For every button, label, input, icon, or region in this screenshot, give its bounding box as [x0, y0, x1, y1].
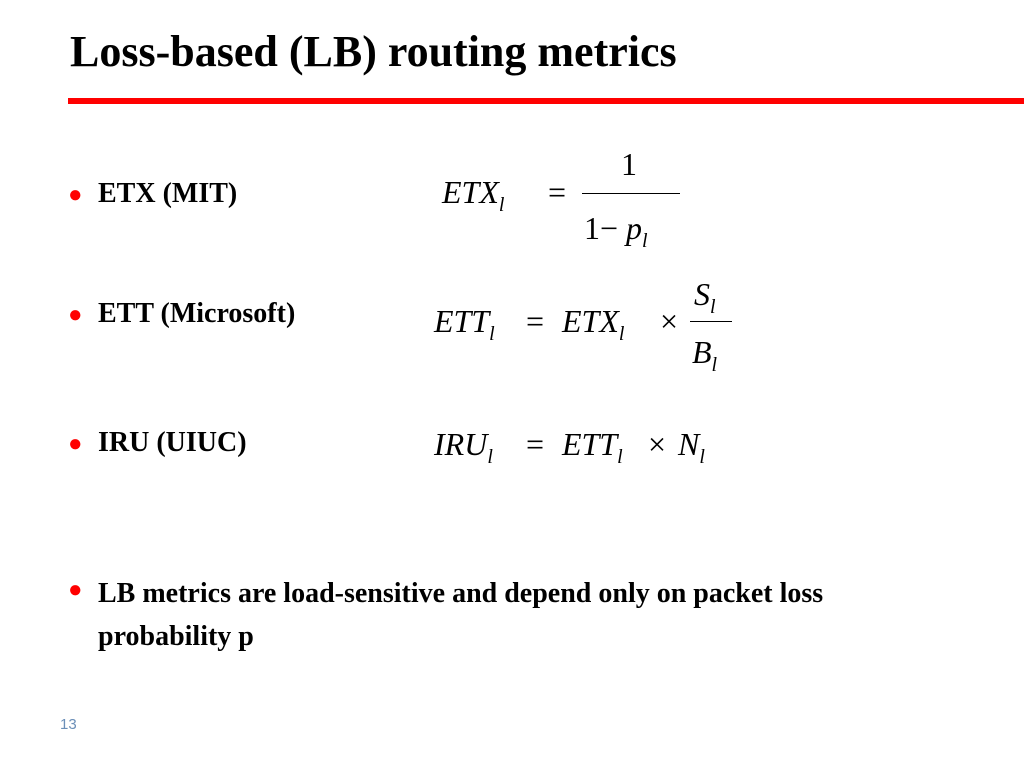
formula-denominator: $1- p_l$: [584, 210, 648, 252]
fraction-bar: [690, 321, 732, 322]
formula-lhs: $ETX_l$: [442, 174, 505, 216]
formula-lhs: $IRU_l$: [434, 426, 493, 468]
bullet-dot-icon: ●: [68, 302, 83, 328]
formula-term1: $ETT_l$: [562, 426, 623, 468]
bullet-text: IRU (UIUC): [98, 427, 247, 458]
bullet-text: ETT (Microsoft): [98, 298, 296, 329]
fraction-bar: [582, 193, 680, 194]
formula-times: ×: [648, 426, 667, 462]
bullet-text: ETX (MIT): [98, 178, 238, 209]
formula-lhs: $ETT_l$: [434, 303, 495, 345]
bullet-dot-icon: ●: [68, 431, 83, 457]
bullet-text: LB metrics are load-sensitive and depend only on packet loss probability p: [98, 578, 824, 653]
formula-times: ×: [660, 303, 679, 339]
title-underline: [68, 98, 1024, 104]
formula-numerator: $S_l$: [694, 276, 716, 318]
formula-equals: =: [526, 426, 545, 462]
formula-rhs: $ETX_l$: [562, 303, 625, 345]
page-number: 13: [60, 716, 77, 733]
formula-numerator: 1: [621, 146, 637, 182]
formula-term2: $N_l$: [678, 426, 705, 468]
formula-equals: =: [548, 174, 567, 210]
formula-equals: =: [526, 303, 545, 339]
bullet-etx: [68, 172, 237, 215]
formula-denominator: $B_l$: [692, 334, 718, 376]
bullet-dot-icon: ●: [68, 577, 83, 603]
bullet-lb-summary: [68, 572, 928, 659]
bullet-ett: [68, 292, 295, 335]
slide-title: Loss-based (LB) routing metrics: [70, 27, 677, 76]
bullet-dot-icon: ●: [68, 182, 83, 208]
bullet-iru: [68, 421, 247, 464]
